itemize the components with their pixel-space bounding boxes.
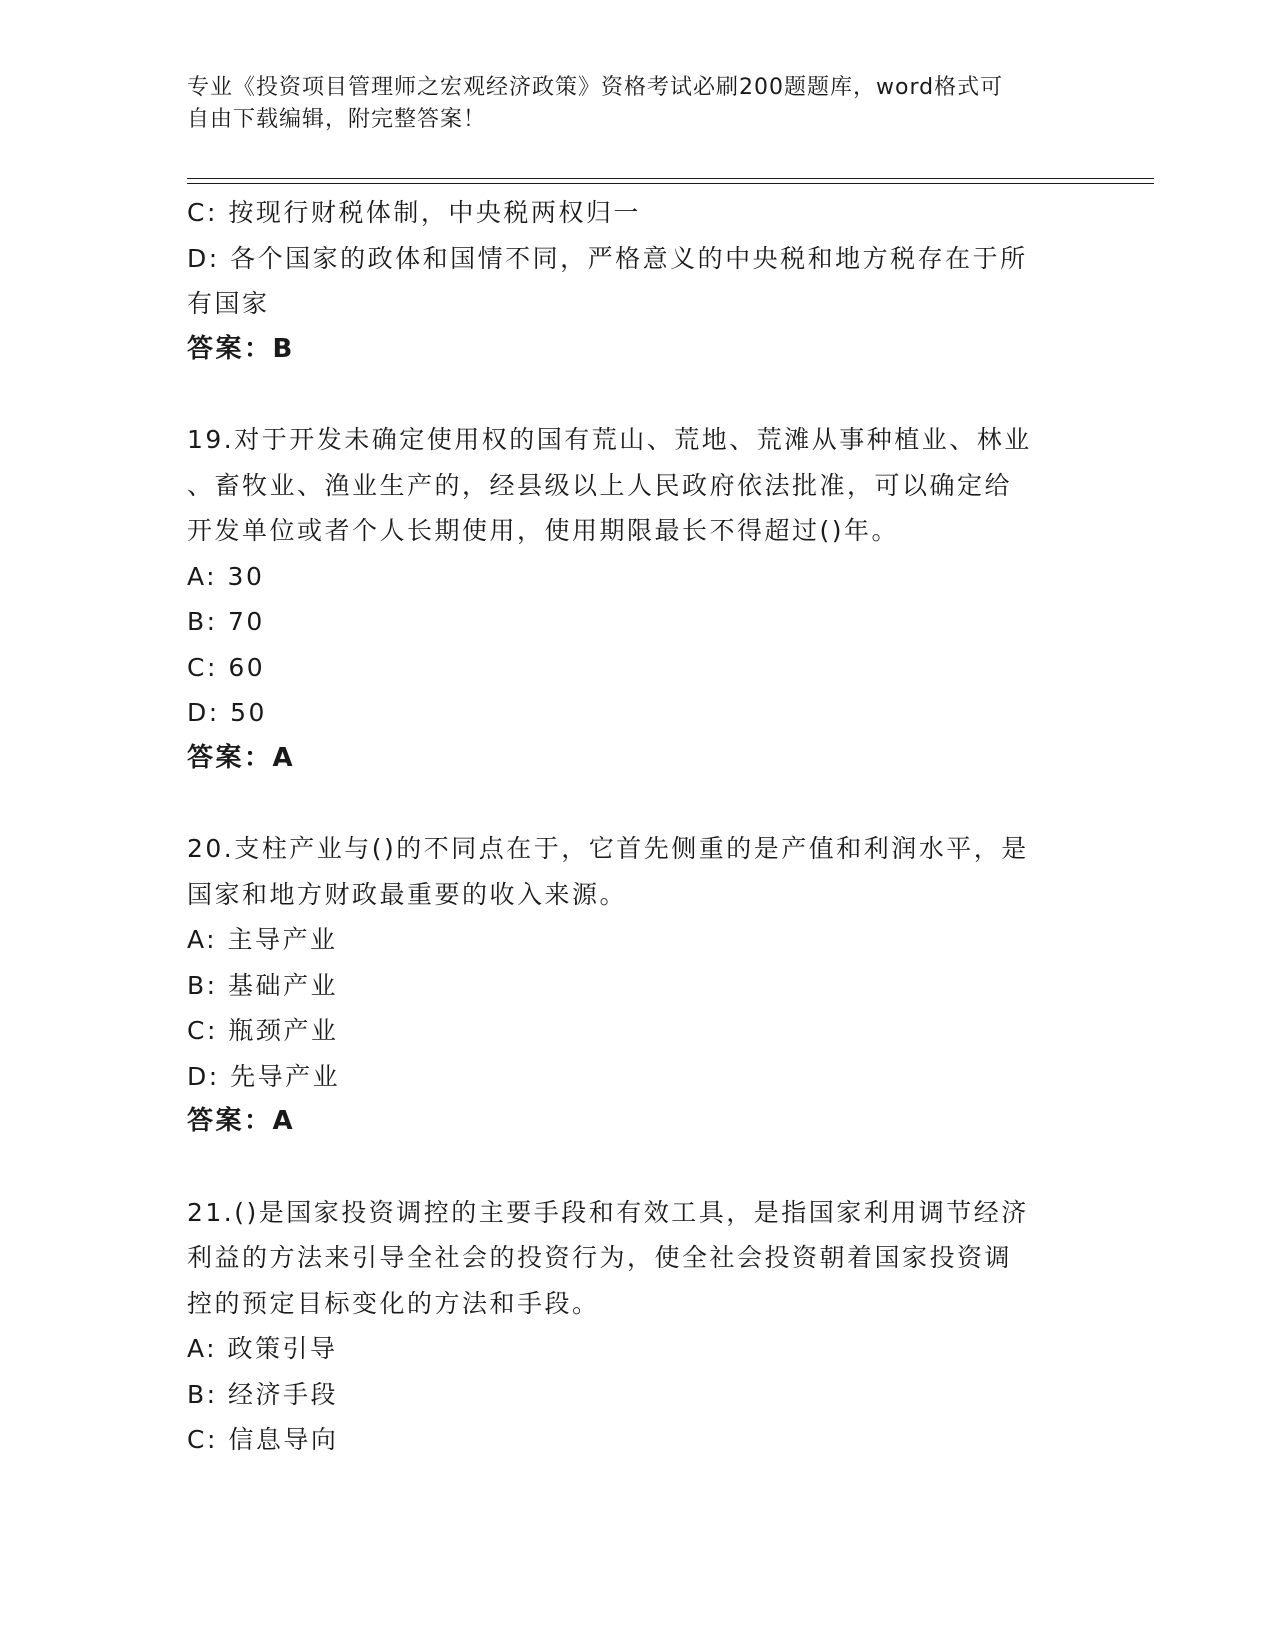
q19-text-line-3: 开发单位或者个人长期使用，使用期限最长不得超过()年。 [187,516,900,545]
q20-text-line-2: 国家和地方财政最重要的收入来源。 [187,879,628,909]
q21-text-line-3: 控的预定目标变化的方法和手段。 [187,1288,600,1318]
q20-option-a: A: 主导产业 [187,925,338,954]
q21-text-line-1: 21.()是国家投资调控的主要手段和有效工具，是指国家利用调节经济 [187,1197,1029,1227]
prev-answer: 答案：B [187,333,295,364]
q21-text-line-2: 利益的方法来引导全社会的投资行为，使全社会投资朝着国家投资调 [187,1243,1013,1272]
header-divider-bottom [187,183,1154,184]
q20-option-b: B: 基础产业 [187,970,339,1000]
q19-text-line-1: 19.对于开发未确定使用权的国有荒山、荒地、荒滩从事种植业、林业 [187,425,1032,454]
header-line-2: 自由下载编辑，附完整答案！ [187,107,487,132]
q21-option-b: B: 经济手段 [187,1379,339,1409]
spacer [187,781,1087,826]
q19-answer: 答案：A [187,742,296,773]
q19-option-c: C: 60 [187,652,266,682]
prev-option-d-line-2: 有国家 [187,289,270,318]
spacer [187,1145,1087,1190]
question-content [187,190,1087,1463]
document-header [187,72,1087,136]
q20-option-d: D: 先导产业 [187,1061,341,1091]
q19-option-b: B: 70 [187,607,265,636]
q19-text-line-2: 、畜牧业、渔业生产的，经县级以上人民政府依法批准，可以确定给 [187,470,1013,500]
q20-text-line-1: 20.支柱产业与()的不同点在于，它首先侧重的是产值和利润水平，是 [187,834,1029,863]
q19-option-a: A: 30 [187,561,265,591]
prev-option-d-line-1: D: 各个国家的政体和国情不同，严格意义的中央税和地方税存在于所 [187,243,1028,273]
q20-answer: 答案：A [187,1106,296,1136]
q20-option-c: C: 瓶颈产业 [187,1016,339,1045]
q21-option-a: A: 政策引导 [187,1334,338,1363]
q19-option-d: D: 50 [187,698,267,727]
q21-option-c: C: 信息导向 [187,1425,339,1454]
spacer [187,372,1087,417]
header-divider-top [187,178,1154,179]
prev-option-c: C: 按现行财税体制，中央税两权归一 [187,198,641,227]
header-line-1: 专业《投资项目管理师之宏观经济政策》资格考试必刷200题题库，word格式可 [187,75,1004,100]
